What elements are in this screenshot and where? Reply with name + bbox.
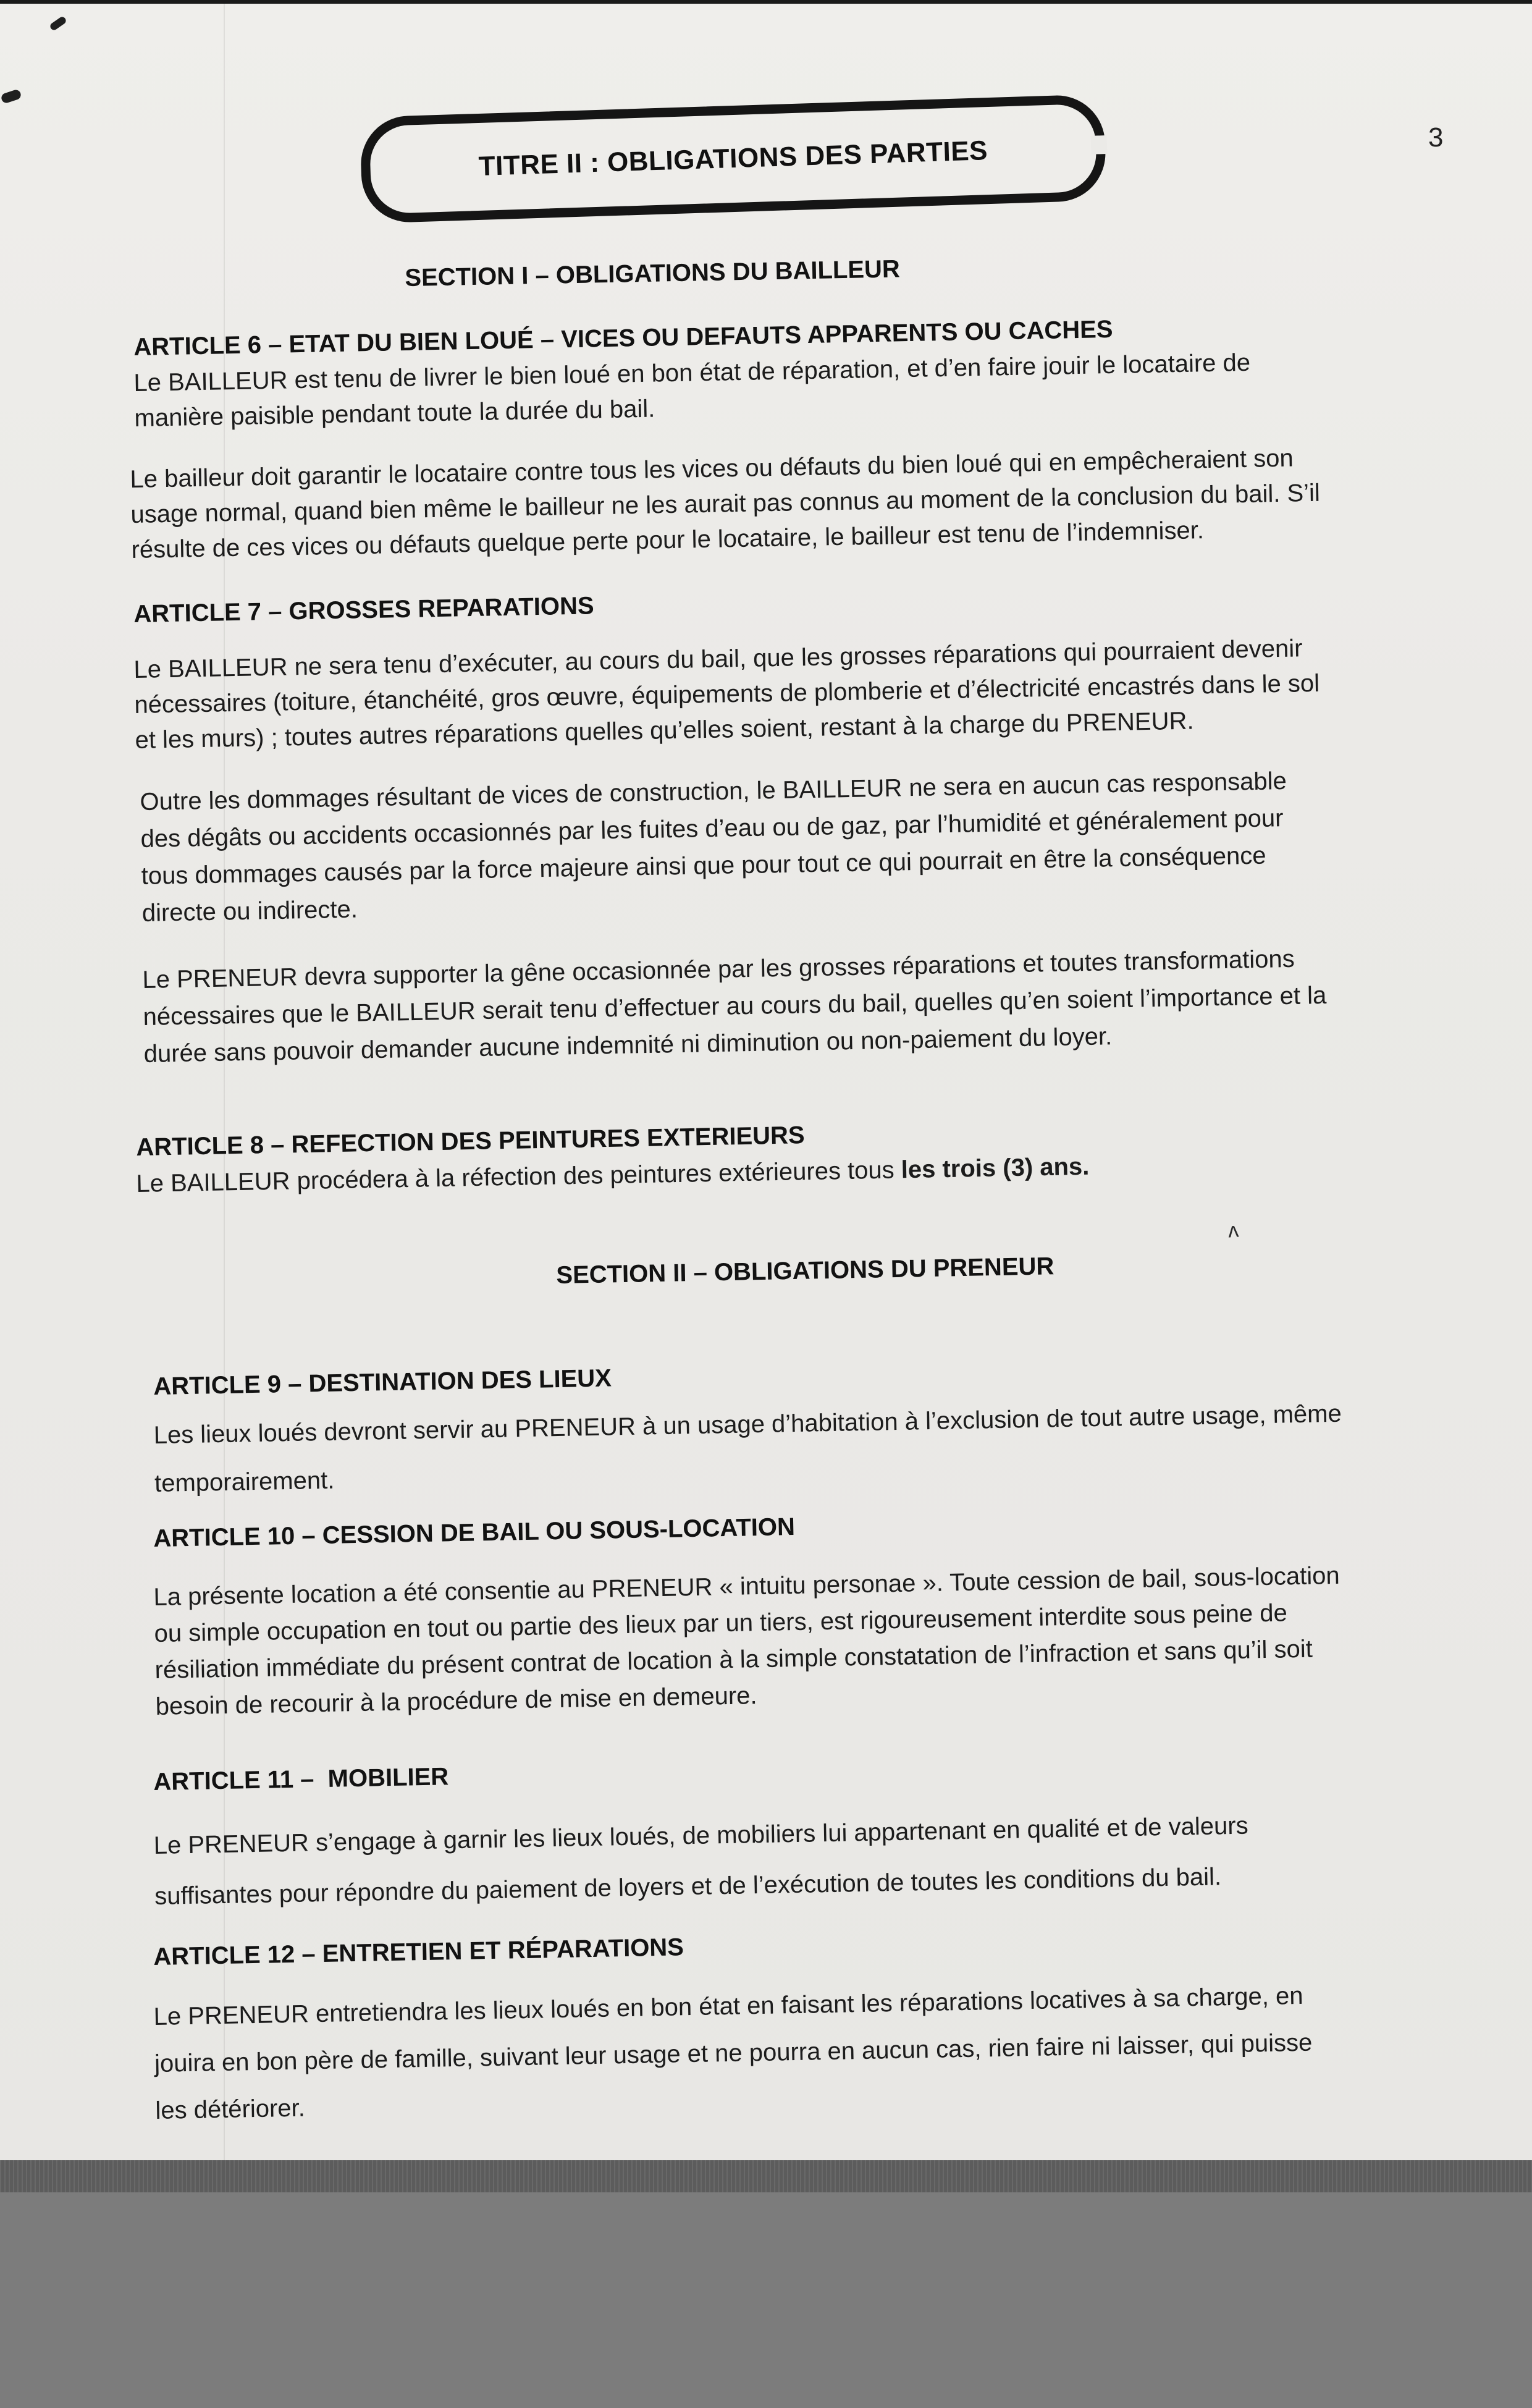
scanner-bed-band-light: [0, 2192, 1532, 2408]
article-7-heading: ARTICLE 7 – GROSSES REPARATIONS: [133, 592, 594, 628]
article-7-paragraph-1: Le BAILLEUR ne sera tenu d’exécuter, au cours du bail, que les grosses réparations qui pourraient devenir nécessaires (toiture, étanchéité, gros œuvre, équipements de plomberie et d’électricité encastrés dans le sol et les murs) ; toutes autres réparations quelles qu’elles soient, restant à la charge du PRENEUR.: [133, 635, 1320, 754]
article-9-paragraph-1: Les lieux loués devront servir au PRENEUR à un usage d’habitation à l’exclusion de tout autre usage, même temporairement.: [153, 1400, 1342, 1497]
article-11-heading: ARTICLE 11 – MOBILIER: [153, 1763, 449, 1796]
article-6-paragraph-1: Le BAILLEUR est tenu de livrer le bien loué en bon état de réparation, et d’en faire jouir le locataire de manière paisible pendant toute la durée du bail.: [133, 349, 1251, 432]
article-7-paragraph-2: Outre les dommages résultant de vices de construction, le BAILLEUR ne sera en aucun cas responsable des dégâts ou accidents occasionnés par les fuites d’eau ou de gaz, par l’humidité et généralement pour tous dommages causés par la force majeure ainsi que pour tout ce qui pourrait en être la conséquence directe ou indirecte.: [140, 767, 1287, 927]
stray-pen-mark: ʌ: [1227, 1218, 1240, 1243]
section-1-heading: SECTION I – OBLIGATIONS DU BAILLEUR: [405, 255, 901, 292]
article-8-bold-text: les trois (3) ans.: [901, 1152, 1090, 1184]
page-number: 3: [1428, 122, 1444, 153]
article-9-heading: ARTICLE 9 – DESTINATION DES LIEUX: [153, 1364, 612, 1400]
title-box: [360, 94, 1107, 224]
document-title: TITRE II : OBLIGATIONS DES PARTIES: [478, 135, 988, 182]
article-7-paragraph-3: Le PRENEUR devra supporter la gêne occasionnée par les grosses réparations et toutes transformations nécessaires que le BAILLEUR serait tenu d’effectuer au cours du bail, quelles qu’en soient l’importance et la durée sans pouvoir demander aucune indemnité ni diminution ou non-paiement du loyer.: [142, 945, 1327, 1068]
article-10-paragraph-1: La présente location a été consentie au PRENEUR « intuitu personae ». Toute cession de bail, sous-location ou simple occupation en tout ou partie des lieux par un tiers, est rigoureusement interdite sous peine de résiliation immédiate du présent contrat de location à la simple constatation de l’infraction et sans qu’il soit besoin de recourir à la procédure de mise en demeure.: [153, 1561, 1340, 1720]
scanner-bed-band-dark: [0, 2160, 1532, 2192]
article-8-heading: ARTICLE 8 – REFECTION DES PEINTURES EXTERIEURS: [136, 1122, 806, 1161]
dust-speck: [49, 15, 67, 32]
article-12-heading: ARTICLE 12 – ENTRETIEN ET RÉPARATIONS: [153, 1933, 684, 1971]
article-6-paragraph-2: Le bailleur doit garantir le locataire contre tous les vices ou défauts du bien loué qui en empêcheraient son usage normal, quand bien même le bailleur ne les aurait pas connus au moment de la conclusion du bail. S’il résulte de ces vices ou défauts quelque perte pour le locataire, le bailleur est tenu de l’indemniser.: [130, 444, 1321, 564]
section-2-heading: SECTION II – OBLIGATIONS DU PRENEUR: [556, 1253, 1054, 1289]
article-10-heading: ARTICLE 10 – CESSION DE BAIL OU SOUS-LOCATION: [153, 1513, 796, 1552]
dust-speck: [0, 88, 22, 104]
title-box-border-gap: [1091, 135, 1108, 154]
article-12-paragraph-1: Le PRENEUR entretiendra les lieux loués en bon état en faisant les réparations locatives à sa charge, en jouira en bon père de famille, suivant leur usage et ne pourra en aucun cas, rien faire ni laisser, qui puisse les détériorer.: [153, 1982, 1313, 2124]
scan-edge-strip: [0, 0, 1532, 4]
article-8-text: Le BAILLEUR procédera à la réfection des peintures extérieures tous: [136, 1156, 902, 1198]
article-11-paragraph-1: Le PRENEUR s’engage à garnir les lieux loués, de mobiliers lui appartenant en qualité et de valeurs suffisantes pour répondre du paiement de loyers et de l’exécution de toutes les conditions du bail.: [153, 1812, 1248, 1910]
article-6-heading: ARTICLE 6 – ETAT DU BIEN LOUÉ – VICES OU DEFAUTS APPARENTS OU CACHES: [133, 315, 1113, 361]
